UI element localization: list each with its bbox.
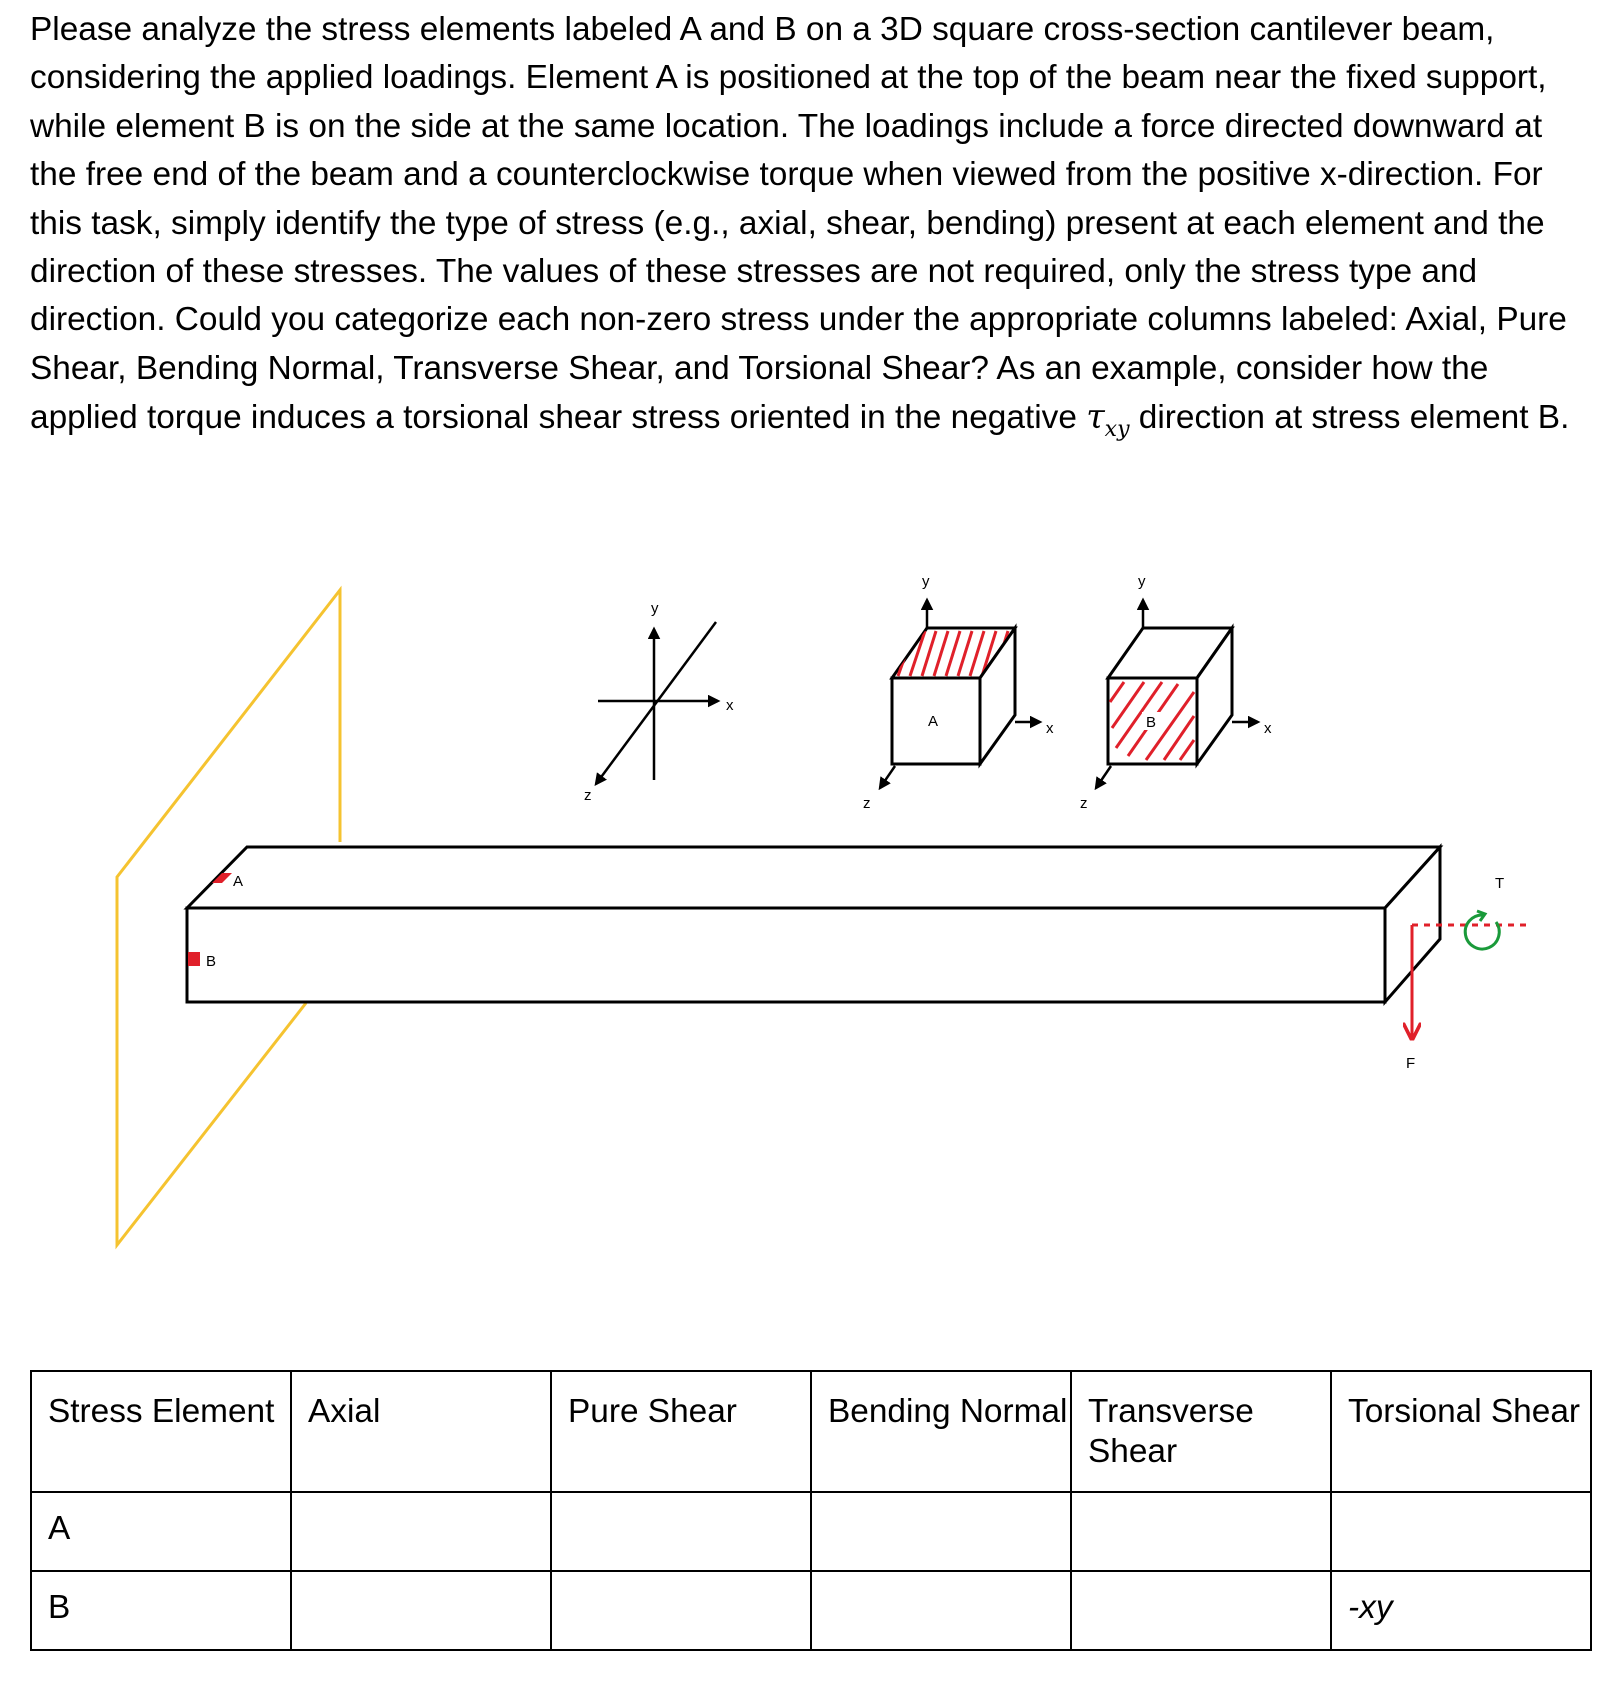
element-a-marker-label: A (233, 873, 244, 890)
cube-a-y-label: y (922, 573, 930, 590)
element-b-marker-label: B (206, 953, 217, 970)
beam-front-face (187, 908, 1385, 1002)
cube-b-x-label: x (1264, 720, 1272, 737)
row-b-pure-shear-cell[interactable] (551, 1571, 811, 1650)
header-pure-shear: Pure Shear (551, 1371, 811, 1492)
cube-a-z-axis (880, 766, 895, 788)
triad-y-label: y (651, 600, 659, 617)
row-b-transverse-shear-cell[interactable] (1071, 1571, 1331, 1650)
row-a-transverse-shear-cell[interactable] (1071, 1492, 1331, 1571)
row-b-bending-normal-cell[interactable] (811, 1571, 1071, 1650)
question-text (30, 6, 1590, 443)
header-axial: Axial (291, 1371, 551, 1492)
beam-top-face (187, 847, 1440, 908)
row-a-element: A (31, 1492, 291, 1571)
row-b-element: B (31, 1571, 291, 1650)
question-text-after: direction at stress element B. (1129, 399, 1570, 437)
header-torsional-shear: Torsional Shear (1331, 1371, 1591, 1492)
cube-a-z-label: z (863, 795, 871, 812)
stress-cube-a (863, 573, 1054, 812)
tau-xy-symbol: $\tau_{xy}$ (1086, 397, 1130, 443)
row-a-torsional-shear-cell[interactable] (1331, 1492, 1591, 1571)
question-text-before: Please analyze the stress elements labeled A and B on a 3D square cross-section cantilever beam, considering the applied loadings. Element A is positioned at the top of the beam near the fixed support, while element B is on the side at the same location. The loadings include a force directed downward at the free end of the beam and a counterclockwise torque when viewed from the positive x-direction. For this task, simply identify the type of stress (e.g., axial, shear, bending) present at each element and the direction of these stresses. The values of these stresses are not required, only the stress type and direction. Could you categorize each non-zero stress under the appropriate columns labeled: Axial, Pure Shear, Bending Normal, Transverse Shear, and Torsional Shear? As an example, consider how the applied torque induces a torsional shear stress oriented in the negative (30, 11, 1567, 437)
element-b-marker (188, 952, 200, 966)
cube-b-z-label: z (1080, 795, 1088, 812)
row-b-axial-cell[interactable] (291, 1571, 551, 1650)
cube-b-y-label: y (1138, 573, 1146, 590)
cube-b-z-axis (1096, 766, 1111, 788)
axes-triad (584, 600, 734, 804)
table-row (31, 1492, 1591, 1571)
beam (187, 847, 1440, 1002)
row-a-bending-normal-cell[interactable] (811, 1492, 1071, 1571)
triad-z-axis (596, 622, 716, 784)
force-label: F (1406, 1055, 1416, 1072)
header-stress-element: Stress Element (31, 1371, 291, 1492)
header-bending-normal: Bending Normal (811, 1371, 1071, 1492)
cube-b-label: B (1146, 714, 1157, 731)
triad-z-label: z (584, 787, 592, 804)
triad-x-label: x (726, 697, 734, 714)
table-header-row (31, 1371, 1591, 1492)
row-b-torsional-shear-cell[interactable]: -xy (1331, 1571, 1591, 1650)
cube-a-x-label: x (1046, 720, 1054, 737)
cube-a-label: A (928, 713, 939, 730)
row-a-axial-cell[interactable] (291, 1492, 551, 1571)
stress-table (30, 1370, 1592, 1651)
header-transverse-shear: Transverse Shear (1071, 1371, 1331, 1492)
row-a-pure-shear-cell[interactable] (551, 1492, 811, 1571)
table-row (31, 1571, 1591, 1650)
torque-label: T (1495, 875, 1505, 892)
stress-cube-b (1080, 573, 1272, 812)
cantilever-beam-figure (0, 560, 1615, 1260)
